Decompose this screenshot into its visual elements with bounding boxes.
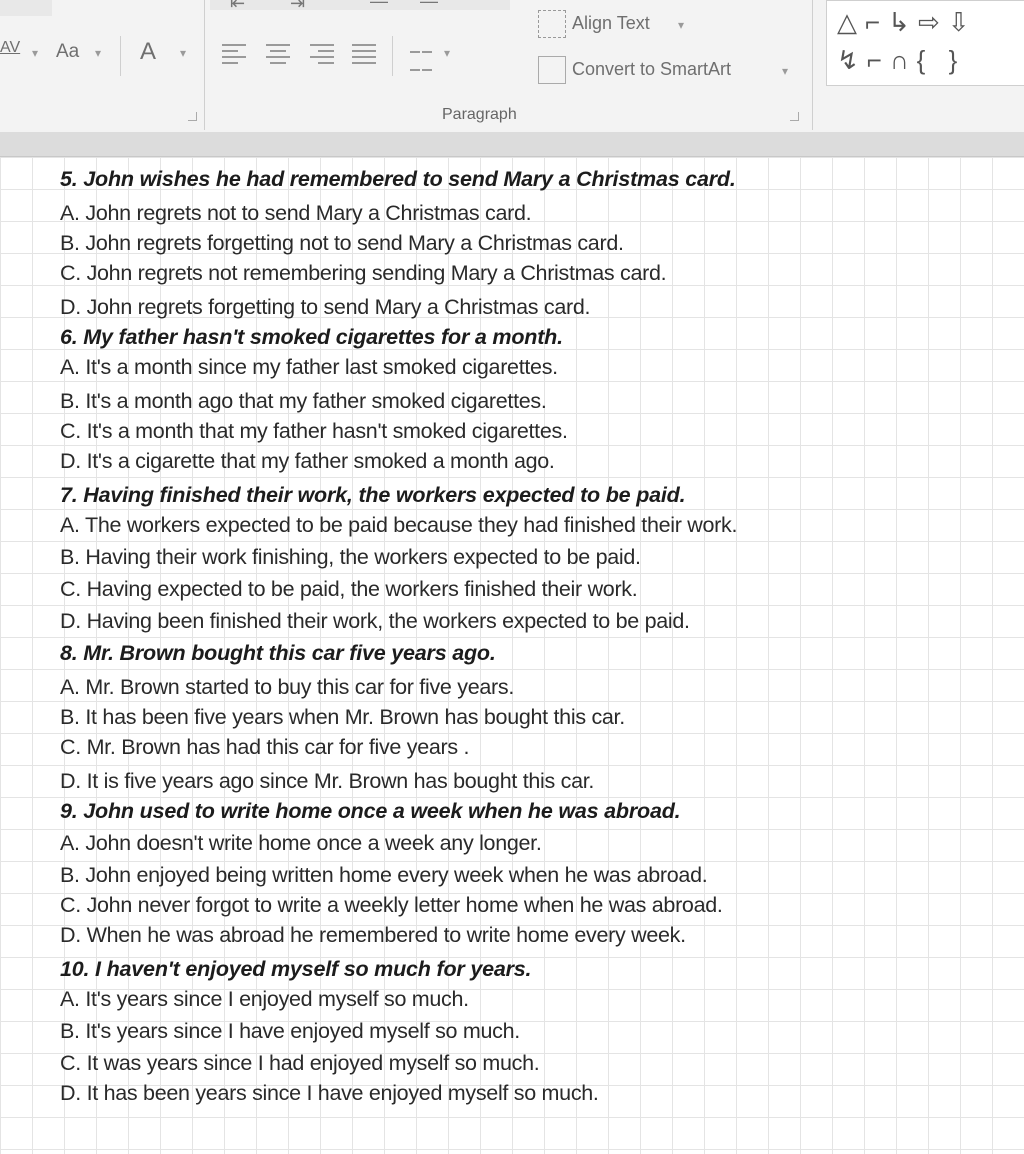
- ribbon-separator: [204, 0, 205, 130]
- convert-to-smartart-button[interactable]: Convert to SmartArt: [572, 59, 732, 79]
- question-stem: 10. I haven't enjoyed myself so much for years.: [60, 957, 532, 981]
- chevron-down-icon[interactable]: ▾: [95, 46, 102, 60]
- shapes-gallery-row[interactable]: ↯⌐∩{ }: [837, 45, 966, 75]
- answer-option: C. Having expected to be paid, the workers finished their work.: [60, 577, 638, 601]
- paragraph-dialog-launcher-icon[interactable]: [790, 112, 799, 121]
- align-center-icon[interactable]: [266, 44, 290, 64]
- align-text-icon[interactable]: [538, 10, 566, 38]
- answer-option: A. Mr. Brown started to buy this car for five years.: [60, 675, 514, 699]
- answer-option: A. The workers expected to be paid because they had finished their work.: [60, 513, 738, 537]
- answer-option: B. John regrets forgetting not to send Mary a Christmas card.: [60, 231, 624, 255]
- question-stem: 9. John used to write home once a week when he was abroad.: [60, 799, 681, 823]
- shapes-gallery[interactable]: [826, 0, 1024, 86]
- text-direction-icon[interactable]: ―: [420, 0, 438, 11]
- document-page[interactable]: [0, 157, 1024, 1154]
- answer-option: D. When he was abroad he remembered to write home every week.: [60, 923, 686, 947]
- answer-option: C. John never forgot to write a weekly letter home when he was abroad.: [60, 893, 723, 917]
- change-case-button[interactable]: Aa: [56, 41, 80, 62]
- answer-option: C. It's a month that my father hasn't smoked cigarettes.: [60, 419, 568, 443]
- chevron-down-icon[interactable]: ▾: [444, 46, 451, 60]
- question-stem: 7. Having finished their work, the workers expected to be paid.: [60, 483, 686, 507]
- answer-option: D. Having been finished their work, the workers expected to be paid.: [60, 609, 690, 633]
- question-stem: 6. My father hasn't smoked cigarettes for a month.: [60, 325, 563, 349]
- ribbon-separator: [392, 36, 393, 76]
- answer-option: D. It's a cigarette that my father smoked a month ago.: [60, 449, 555, 473]
- answer-option: B. It has been five years when Mr. Brown has bought this car.: [60, 705, 625, 729]
- font-dialog-launcher-icon[interactable]: [188, 112, 197, 121]
- align-right-icon[interactable]: [310, 44, 334, 64]
- align-left-icon[interactable]: [222, 44, 246, 64]
- answer-option: A. It's years since I enjoyed myself so much.: [60, 987, 469, 1011]
- character-spacing-button[interactable]: AV: [0, 39, 21, 56]
- answer-option: A. John regrets not to send Mary a Christmas card.: [60, 201, 532, 225]
- answer-option: B. It's years since I have enjoyed myself so much.: [60, 1019, 520, 1043]
- question-stem: 8. Mr. Brown bought this car five years ago.: [60, 641, 496, 665]
- question-stem: 5. John wishes he had remembered to send Mary a Christmas card.: [60, 167, 736, 191]
- line-spacing-icon[interactable]: ―: [370, 0, 388, 11]
- chevron-down-icon[interactable]: ▾: [180, 46, 187, 60]
- answer-option: C. John regrets not remembering sending Mary a Christmas card.: [60, 261, 667, 285]
- align-text-button[interactable]: Align Text: [572, 13, 650, 33]
- ribbon: [0, 0, 1024, 133]
- bullets-icon[interactable]: [474, 0, 492, 8]
- ribbon-separator: [120, 36, 121, 76]
- answer-option: D. It is five years ago since Mr. Brown has bought this car.: [60, 769, 595, 793]
- font-color-button[interactable]: A: [140, 38, 157, 65]
- answer-option: D. It has been years since I have enjoyed myself so much.: [60, 1081, 599, 1105]
- answer-option: B. It's a month ago that my father smoked cigarettes.: [60, 389, 547, 413]
- shapes-gallery-row[interactable]: △⌐↳⇨⇩: [837, 7, 978, 37]
- chevron-down-icon[interactable]: ▾: [782, 64, 789, 78]
- paragraph-group-label: Paragraph: [442, 106, 517, 123]
- smartart-icon[interactable]: [538, 56, 566, 84]
- ribbon-top-strip: [0, 0, 52, 16]
- answer-option: A. It's a month since my father last smoked cigarettes.: [60, 355, 558, 379]
- answer-option: D. John regrets forgetting to send Mary a Christmas card.: [60, 295, 591, 319]
- answer-option: A. John doesn't write home once a week any longer.: [60, 831, 542, 855]
- answer-option: C. Mr. Brown has had this car for five years .: [60, 735, 470, 759]
- ribbon-separator: [812, 0, 813, 130]
- ribbon-top-strip: [210, 0, 510, 13]
- answer-option: B. John enjoyed being written home every week when he was abroad.: [60, 863, 708, 887]
- chevron-down-icon[interactable]: ▾: [678, 18, 685, 32]
- chevron-down-icon[interactable]: ▾: [32, 46, 39, 60]
- columns-icon[interactable]: [410, 44, 434, 64]
- increase-indent-icon[interactable]: ⇥: [290, 0, 306, 13]
- answer-option: B. Having their work finishing, the workers expected to be paid.: [60, 545, 641, 569]
- ribbon-bottom-bar: [0, 132, 1024, 157]
- justify-icon[interactable]: [352, 44, 376, 64]
- decrease-indent-icon[interactable]: ⇤: [230, 0, 246, 13]
- answer-option: C. It was years since I had enjoyed myself so much.: [60, 1051, 540, 1075]
